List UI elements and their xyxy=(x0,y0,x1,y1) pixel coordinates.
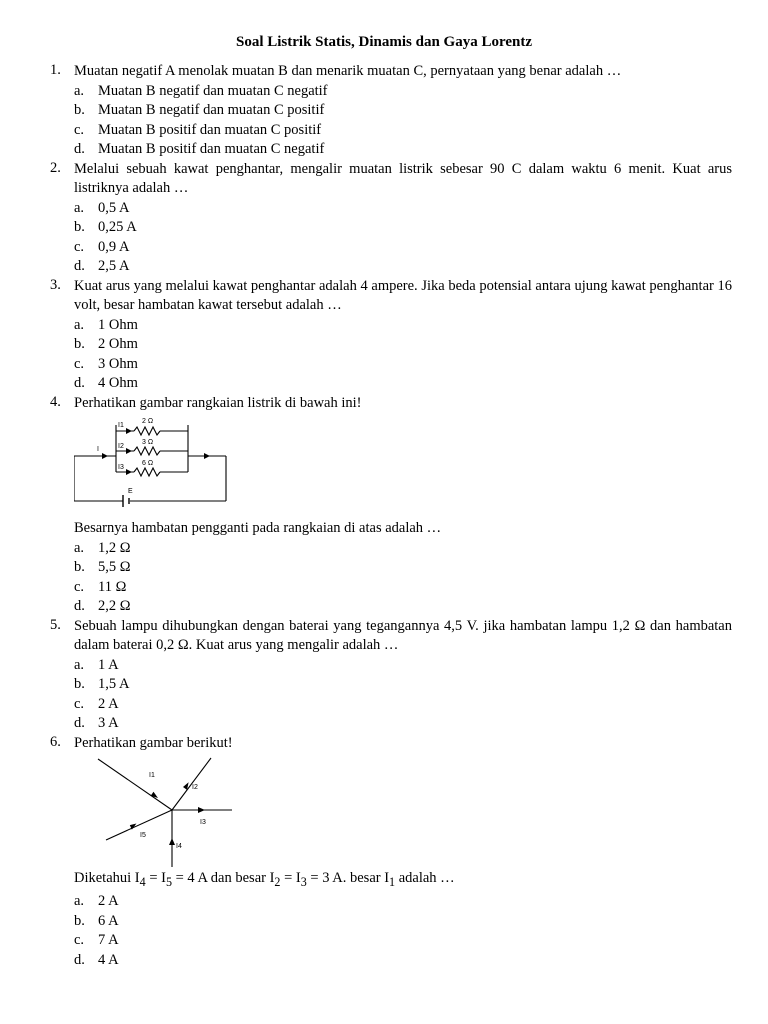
option-letter: a. xyxy=(74,199,85,216)
resistor-label: 2 Ω xyxy=(142,418,154,425)
option-letter: c. xyxy=(74,932,85,949)
option-letter: a. xyxy=(74,893,85,910)
option-c xyxy=(74,355,732,375)
question-text: Perhatikan gambar rangkaian listrik di bawah ini! xyxy=(74,394,362,411)
option-letter: d. xyxy=(74,141,85,157)
question-number: 2. xyxy=(50,159,61,176)
option-letter: b. xyxy=(74,336,85,352)
arrow-i3 xyxy=(198,807,205,813)
option-c xyxy=(74,695,732,715)
option-b xyxy=(74,101,732,121)
resistor-6-ohm xyxy=(134,468,160,476)
option-a xyxy=(74,539,732,559)
option-text: 6 A xyxy=(98,912,119,929)
current-label: I5 xyxy=(140,832,146,839)
option-text: 7 A xyxy=(98,932,119,949)
option-letter: d. xyxy=(74,258,85,274)
arrow-out-current xyxy=(204,453,210,459)
battery-label: E xyxy=(128,488,133,495)
option-text: 5,5 Ω xyxy=(98,559,131,575)
option-letter: c. xyxy=(74,238,85,255)
option-d xyxy=(74,597,732,617)
subscript: 4 xyxy=(139,874,146,889)
subscript: 2 xyxy=(274,874,281,889)
option-letter: c. xyxy=(74,578,85,595)
option-letter: b. xyxy=(74,912,85,929)
option-a xyxy=(74,316,732,336)
question-text: Melalui sebuah kawat penghantar, mengalir muatan listrik sebesar 90 C dalam waktu 6 menit. Kuat arus listriknya adalah … xyxy=(74,160,732,196)
question-number: 5. xyxy=(50,616,61,633)
option-text: 0,9 A xyxy=(98,238,130,255)
subscript: 3 xyxy=(300,874,307,889)
option-b xyxy=(74,218,732,238)
option-letter: b. xyxy=(74,219,85,235)
arrow-i1 xyxy=(126,428,132,434)
option-text: Muatan B positif dan muatan C positif xyxy=(98,121,322,138)
wire-i1 xyxy=(98,759,172,810)
arrow-i4 xyxy=(169,838,175,845)
question-list xyxy=(50,62,732,970)
option-text: 1 Ohm xyxy=(98,316,138,333)
question-5 xyxy=(50,617,732,734)
option-letter: c. xyxy=(74,121,85,138)
option-letter: d. xyxy=(74,598,85,614)
option-a xyxy=(74,199,732,219)
option-text: 2 A xyxy=(98,893,119,910)
arrow-i3 xyxy=(126,469,132,475)
followup-text: = I xyxy=(145,870,166,886)
option-b xyxy=(74,912,732,932)
option-text: 3 A xyxy=(98,715,119,731)
page-title: Soal Listrik Statis, Dinamis dan Gaya Lorentz xyxy=(235,34,532,50)
option-a xyxy=(74,656,732,676)
current-label: I3 xyxy=(200,819,206,826)
option-letter: b. xyxy=(74,559,85,575)
option-letter: b. xyxy=(74,102,85,118)
question-number: 4. xyxy=(50,393,61,410)
option-a xyxy=(74,892,732,912)
option-text: Muatan B negatif dan muatan C positif xyxy=(98,102,325,118)
resistor-3-ohm xyxy=(134,447,160,455)
question-text: Muatan negatif A menolak muatan B dan menarik muatan C, pernyataan yang benar adalah … xyxy=(74,63,622,79)
option-b xyxy=(74,558,732,578)
current-label: I2 xyxy=(118,443,124,450)
option-d xyxy=(74,140,732,160)
option-letter: d. xyxy=(74,951,85,968)
option-text: 1 A xyxy=(98,656,119,673)
arrow-i2 xyxy=(126,448,132,454)
current-label: I2 xyxy=(192,784,198,791)
followup-text: adalah … xyxy=(395,870,455,886)
option-text: 2,2 Ω xyxy=(98,598,131,614)
option-letter: a. xyxy=(74,656,85,673)
option-text: 0,5 A xyxy=(98,199,130,216)
option-c xyxy=(74,931,732,951)
question-6 xyxy=(50,734,732,971)
option-a xyxy=(74,82,732,102)
option-letter: b. xyxy=(74,676,85,692)
option-c xyxy=(74,121,732,141)
option-d xyxy=(74,951,732,971)
option-text: 3 Ohm xyxy=(98,355,138,372)
option-text: 2,5 A xyxy=(98,258,130,274)
option-text: 4 A xyxy=(98,951,119,968)
question-number: 3. xyxy=(50,276,61,293)
question-followup: Besarnya hambatan pengganti pada rangkaian di atas adalah … xyxy=(74,520,442,536)
resistor-label: 3 Ω xyxy=(142,439,154,446)
option-c xyxy=(74,238,732,258)
question-followup xyxy=(74,869,732,892)
option-letter: a. xyxy=(74,539,85,556)
question-2 xyxy=(50,160,732,277)
option-letter: d. xyxy=(74,375,85,391)
option-text: 2 Ohm xyxy=(98,336,138,352)
current-label: I1 xyxy=(118,422,124,429)
question-number: 6. xyxy=(50,733,61,750)
option-d xyxy=(74,374,732,394)
question-1 xyxy=(50,62,732,160)
question-number: 1. xyxy=(50,62,61,78)
option-letter: a. xyxy=(74,82,85,99)
option-text: 1,2 Ω xyxy=(98,539,131,556)
resistor-label: 6 Ω xyxy=(142,460,154,467)
option-letter: d. xyxy=(74,715,85,731)
option-b xyxy=(74,335,732,355)
option-letter: a. xyxy=(74,316,85,333)
option-text: 4 Ohm xyxy=(98,375,138,391)
option-text: 0,25 A xyxy=(98,219,137,235)
current-label: I xyxy=(97,446,99,453)
arrow-i1 xyxy=(151,792,158,798)
current-label: I1 xyxy=(149,772,155,779)
junction-figure xyxy=(74,755,244,869)
option-text: 2 A xyxy=(98,695,119,712)
option-text: Muatan B negatif dan muatan C negatif xyxy=(98,82,328,99)
option-letter: c. xyxy=(74,695,85,712)
followup-text: = 3 A. besar I xyxy=(306,870,390,886)
arrow-main-current xyxy=(102,453,108,459)
option-text: Muatan B positif dan muatan C negatif xyxy=(98,141,325,157)
followup-text: = I xyxy=(280,870,301,886)
followup-text: = 4 A dan besar I xyxy=(172,870,275,886)
resistor-2-ohm xyxy=(134,427,160,435)
question-text: Kuat arus yang melalui kawat penghantar adalah 4 ampere. Jika beda potensial antara ujung kawat penghantar 16 volt, besar hambatan kawat tersebut adalah … xyxy=(74,277,732,313)
question-text: Perhatikan gambar berikut! xyxy=(74,734,233,751)
option-text: 11 Ω xyxy=(98,578,127,595)
subscript: 5 xyxy=(165,874,172,889)
followup-text: Diketahui I xyxy=(74,870,140,886)
question-3 xyxy=(50,277,732,394)
subscript: 1 xyxy=(389,874,396,889)
current-label: I3 xyxy=(118,464,124,471)
option-d xyxy=(74,714,732,734)
current-label: I4 xyxy=(176,843,182,850)
wire-i5 xyxy=(106,810,172,840)
question-text: Sebuah lampu dihubungkan dengan baterai yang tegangannya 4,5 V. jika hambatan lampu 1,2 Ω dan hambatan dalam baterai 0,2 Ω. Kuat arus yang mengalir adalah … xyxy=(74,617,732,653)
option-c xyxy=(74,578,732,598)
question-4 xyxy=(50,394,732,617)
option-text: 1,5 A xyxy=(98,676,130,692)
option-b xyxy=(74,675,732,695)
parallel-circuit-figure xyxy=(74,415,234,519)
option-d xyxy=(74,257,732,277)
option-letter: c. xyxy=(74,355,85,372)
